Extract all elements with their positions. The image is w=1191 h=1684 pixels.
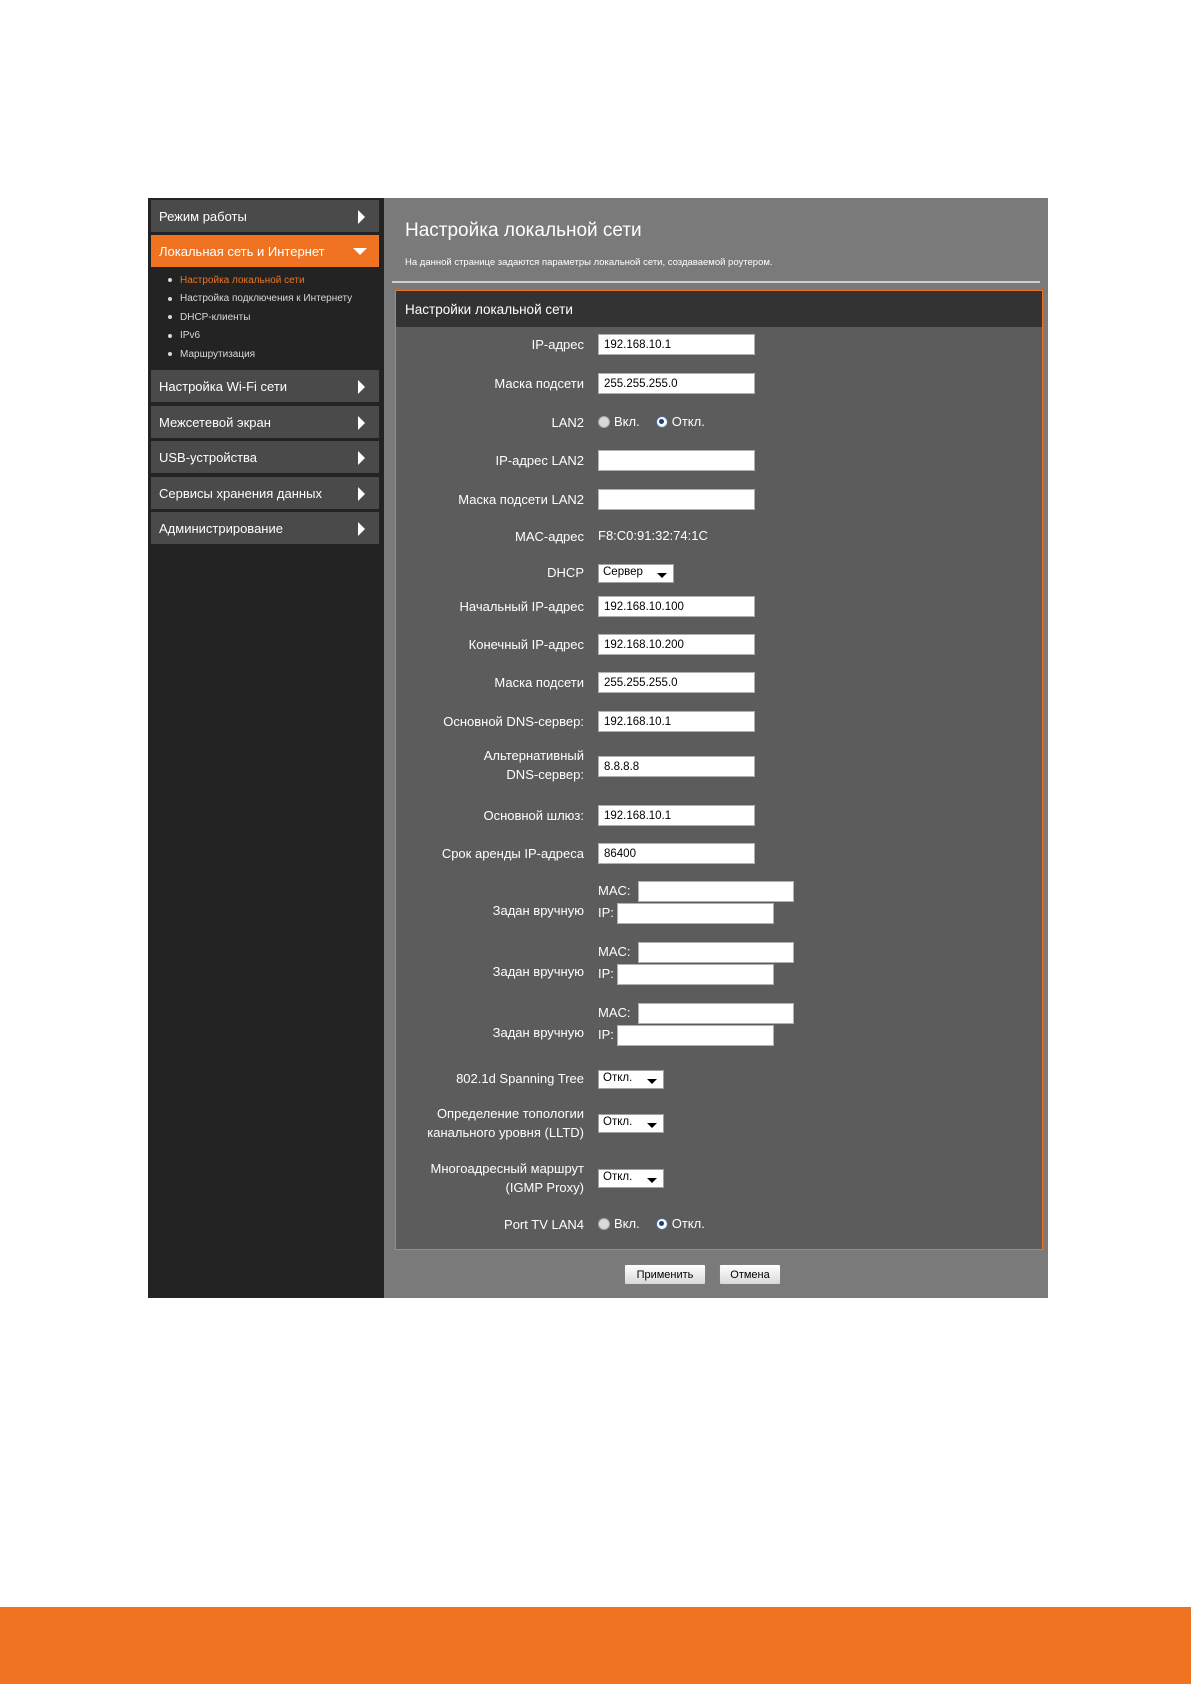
end-ip-input[interactable]: [598, 634, 755, 655]
lan2-ip-input[interactable]: [598, 450, 755, 471]
bullet-icon: [168, 297, 172, 301]
gateway-label: Основной шлюз:: [483, 808, 584, 823]
lan2-mask-label: Маска подсети LAN2: [458, 492, 584, 507]
igmp-select[interactable]: [598, 1169, 664, 1188]
cancel-button[interactable]: Отмена: [719, 1264, 781, 1285]
static-lease-label: Задан вручную: [492, 964, 584, 979]
chevron-down-icon: [647, 1079, 657, 1084]
menu-item-usb[interactable]: [151, 441, 379, 473]
stp-select[interactable]: [598, 1070, 664, 1089]
lease-time-label: Срок аренды IP-адреса: [441, 846, 584, 861]
ip-address-label: IP-адрес: [531, 337, 584, 352]
divider: [392, 281, 1040, 283]
end-ip-label: Конечный IP-адрес: [468, 637, 584, 652]
submenu-item-internet-connection[interactable]: [168, 290, 378, 309]
mac-address-label: MAC-адрес: [515, 529, 584, 544]
radio-label: Вкл.: [614, 414, 640, 429]
label-line: (IGMP Proxy): [505, 1180, 584, 1195]
page-description: На данной странице задаются параметры локальной сети, создаваемой роутером.: [405, 257, 773, 268]
static-ip-input[interactable]: [617, 1025, 774, 1046]
ip-label: IP:: [598, 966, 614, 981]
lan2-on-radio[interactable]: [598, 416, 610, 428]
menu-item-storage[interactable]: [151, 477, 379, 509]
static-mac-input[interactable]: [638, 942, 794, 963]
radio-label: Вкл.: [614, 1216, 640, 1231]
apply-button[interactable]: Применить: [624, 1264, 706, 1285]
primary-dns-label: Основной DNS-сервер:: [443, 714, 584, 729]
radio-label: Откл.: [671, 414, 705, 429]
static-lease-label: Задан вручную: [492, 1025, 584, 1040]
mac-address-value: F8:C0:91:32:74:1C: [598, 528, 708, 543]
dhcp-mode-select[interactable]: [598, 564, 674, 583]
menu-item-administration[interactable]: [151, 512, 379, 544]
submenu: [168, 271, 378, 364]
port-tv-on-radio[interactable]: [598, 1218, 610, 1230]
chevron-down-icon: [647, 1123, 657, 1128]
chevron-down-icon: [657, 573, 667, 578]
bullet-icon: [168, 315, 172, 319]
arrow-right-icon: [358, 522, 365, 536]
label-line: Многоадресный маршрут: [430, 1161, 584, 1176]
select-value: Откл.: [603, 1116, 633, 1128]
menu-item-label: Межсетевой экран: [159, 414, 271, 430]
arrow-right-icon: [358, 451, 365, 465]
select-value: Откл.: [603, 1171, 633, 1183]
lan2-radio-group: [598, 414, 721, 429]
lan2-mask-input[interactable]: [598, 489, 755, 510]
port-tv-off-radio[interactable]: [656, 1218, 668, 1230]
ip-label: IP:: [598, 1027, 614, 1042]
lltd-select[interactable]: [598, 1114, 664, 1133]
mac-label: MAC:: [598, 1005, 631, 1020]
panel-title: Настройки локальной сети: [396, 291, 1042, 327]
igmp-label: [431, 1159, 584, 1197]
router-admin-screenshot: [148, 198, 1048, 1298]
bullet-icon: [168, 352, 172, 356]
static-mac-input[interactable]: [638, 881, 794, 902]
start-ip-input[interactable]: [598, 596, 755, 617]
label-line: DNS-сервер:: [506, 767, 584, 782]
dhcp-label: DHCP: [547, 565, 584, 580]
menu-item-operation-mode[interactable]: [151, 200, 379, 232]
radio-label: Откл.: [671, 1216, 705, 1231]
dhcp-mask-label: Маска подсети: [494, 675, 584, 690]
menu-item-label: USB-устройства: [159, 449, 258, 465]
arrow-right-icon: [358, 487, 365, 501]
static-ip-input[interactable]: [617, 903, 774, 924]
alternate-dns-label: [484, 746, 584, 784]
alternate-dns-input[interactable]: [598, 756, 755, 777]
menu-item-label: Настройка Wi-Fi сети: [159, 378, 288, 394]
static-mac-input[interactable]: [638, 1003, 794, 1024]
footer-band: [0, 1607, 1191, 1684]
submenu-item-lan-settings[interactable]: [168, 271, 378, 290]
label-line: Альтернативный: [483, 748, 584, 763]
primary-dns-input[interactable]: [598, 711, 755, 732]
port-tv-radio-group: [598, 1216, 721, 1231]
sidebar: [148, 198, 384, 1298]
lan2-off-radio[interactable]: [656, 416, 668, 428]
arrow-right-icon: [358, 416, 365, 430]
stp-label: 802.1d Spanning Tree: [456, 1071, 584, 1086]
ip-label: IP:: [598, 905, 614, 920]
bullet-icon: [168, 334, 172, 338]
menu-item-firewall[interactable]: [151, 406, 379, 438]
lan2-ip-label: IP-адрес LAN2: [495, 453, 584, 468]
port-tv-label: Port TV LAN4: [504, 1217, 584, 1232]
dhcp-mask-input[interactable]: [598, 672, 755, 693]
arrow-down-icon: [353, 248, 367, 255]
start-ip-label: Начальный IP-адрес: [459, 599, 584, 614]
submenu-item-ipv6[interactable]: [168, 327, 378, 346]
chevron-down-icon: [647, 1178, 657, 1183]
submenu-item-label: Настройка локальной сети: [180, 274, 305, 286]
lan-settings-panel: [395, 290, 1043, 1250]
menu-item-label: Режим работы: [159, 208, 247, 224]
submenu-item-label: DHCP-клиенты: [180, 311, 251, 323]
label-line: Определение топологии: [436, 1106, 584, 1121]
ip-address-input[interactable]: [598, 334, 755, 355]
lan2-label: LAN2: [551, 415, 584, 430]
page-title: Настройка локальной сети: [405, 220, 642, 241]
menu-item-label: Локальная сеть и Интернет: [159, 243, 325, 259]
submenu-item-label: Маршрутизация: [180, 348, 256, 360]
submenu-item-dhcp-clients[interactable]: [168, 308, 378, 327]
lease-time-input[interactable]: [598, 843, 755, 864]
static-ip-input[interactable]: [617, 964, 774, 985]
label-line: канального уровня (LLTD): [427, 1125, 584, 1140]
mac-label: MAC:: [598, 944, 631, 959]
subnet-mask-input[interactable]: [598, 373, 755, 394]
select-value: Откл.: [603, 1072, 633, 1084]
gateway-input[interactable]: [598, 805, 755, 826]
arrow-right-icon: [358, 380, 365, 394]
submenu-item-label: Настройка подключения к Интернету: [180, 293, 353, 305]
subnet-mask-label: Маска подсети: [494, 376, 584, 391]
submenu-item-routing[interactable]: [168, 345, 378, 364]
menu-item-label: Администрирование: [159, 520, 283, 536]
bullet-icon: [168, 278, 172, 282]
lltd-label: [427, 1104, 584, 1142]
mac-label: MAC:: [598, 883, 631, 898]
submenu-item-label: IPv6: [180, 330, 201, 342]
menu-item-lan-internet[interactable]: [151, 235, 379, 267]
select-value: Сервер: [603, 566, 643, 578]
menu-item-label: Сервисы хранения данных: [159, 485, 322, 501]
menu-item-wifi[interactable]: [151, 370, 379, 402]
main-content: [384, 198, 1048, 1298]
arrow-right-icon: [358, 210, 365, 224]
static-lease-label: Задан вручную: [492, 903, 584, 918]
